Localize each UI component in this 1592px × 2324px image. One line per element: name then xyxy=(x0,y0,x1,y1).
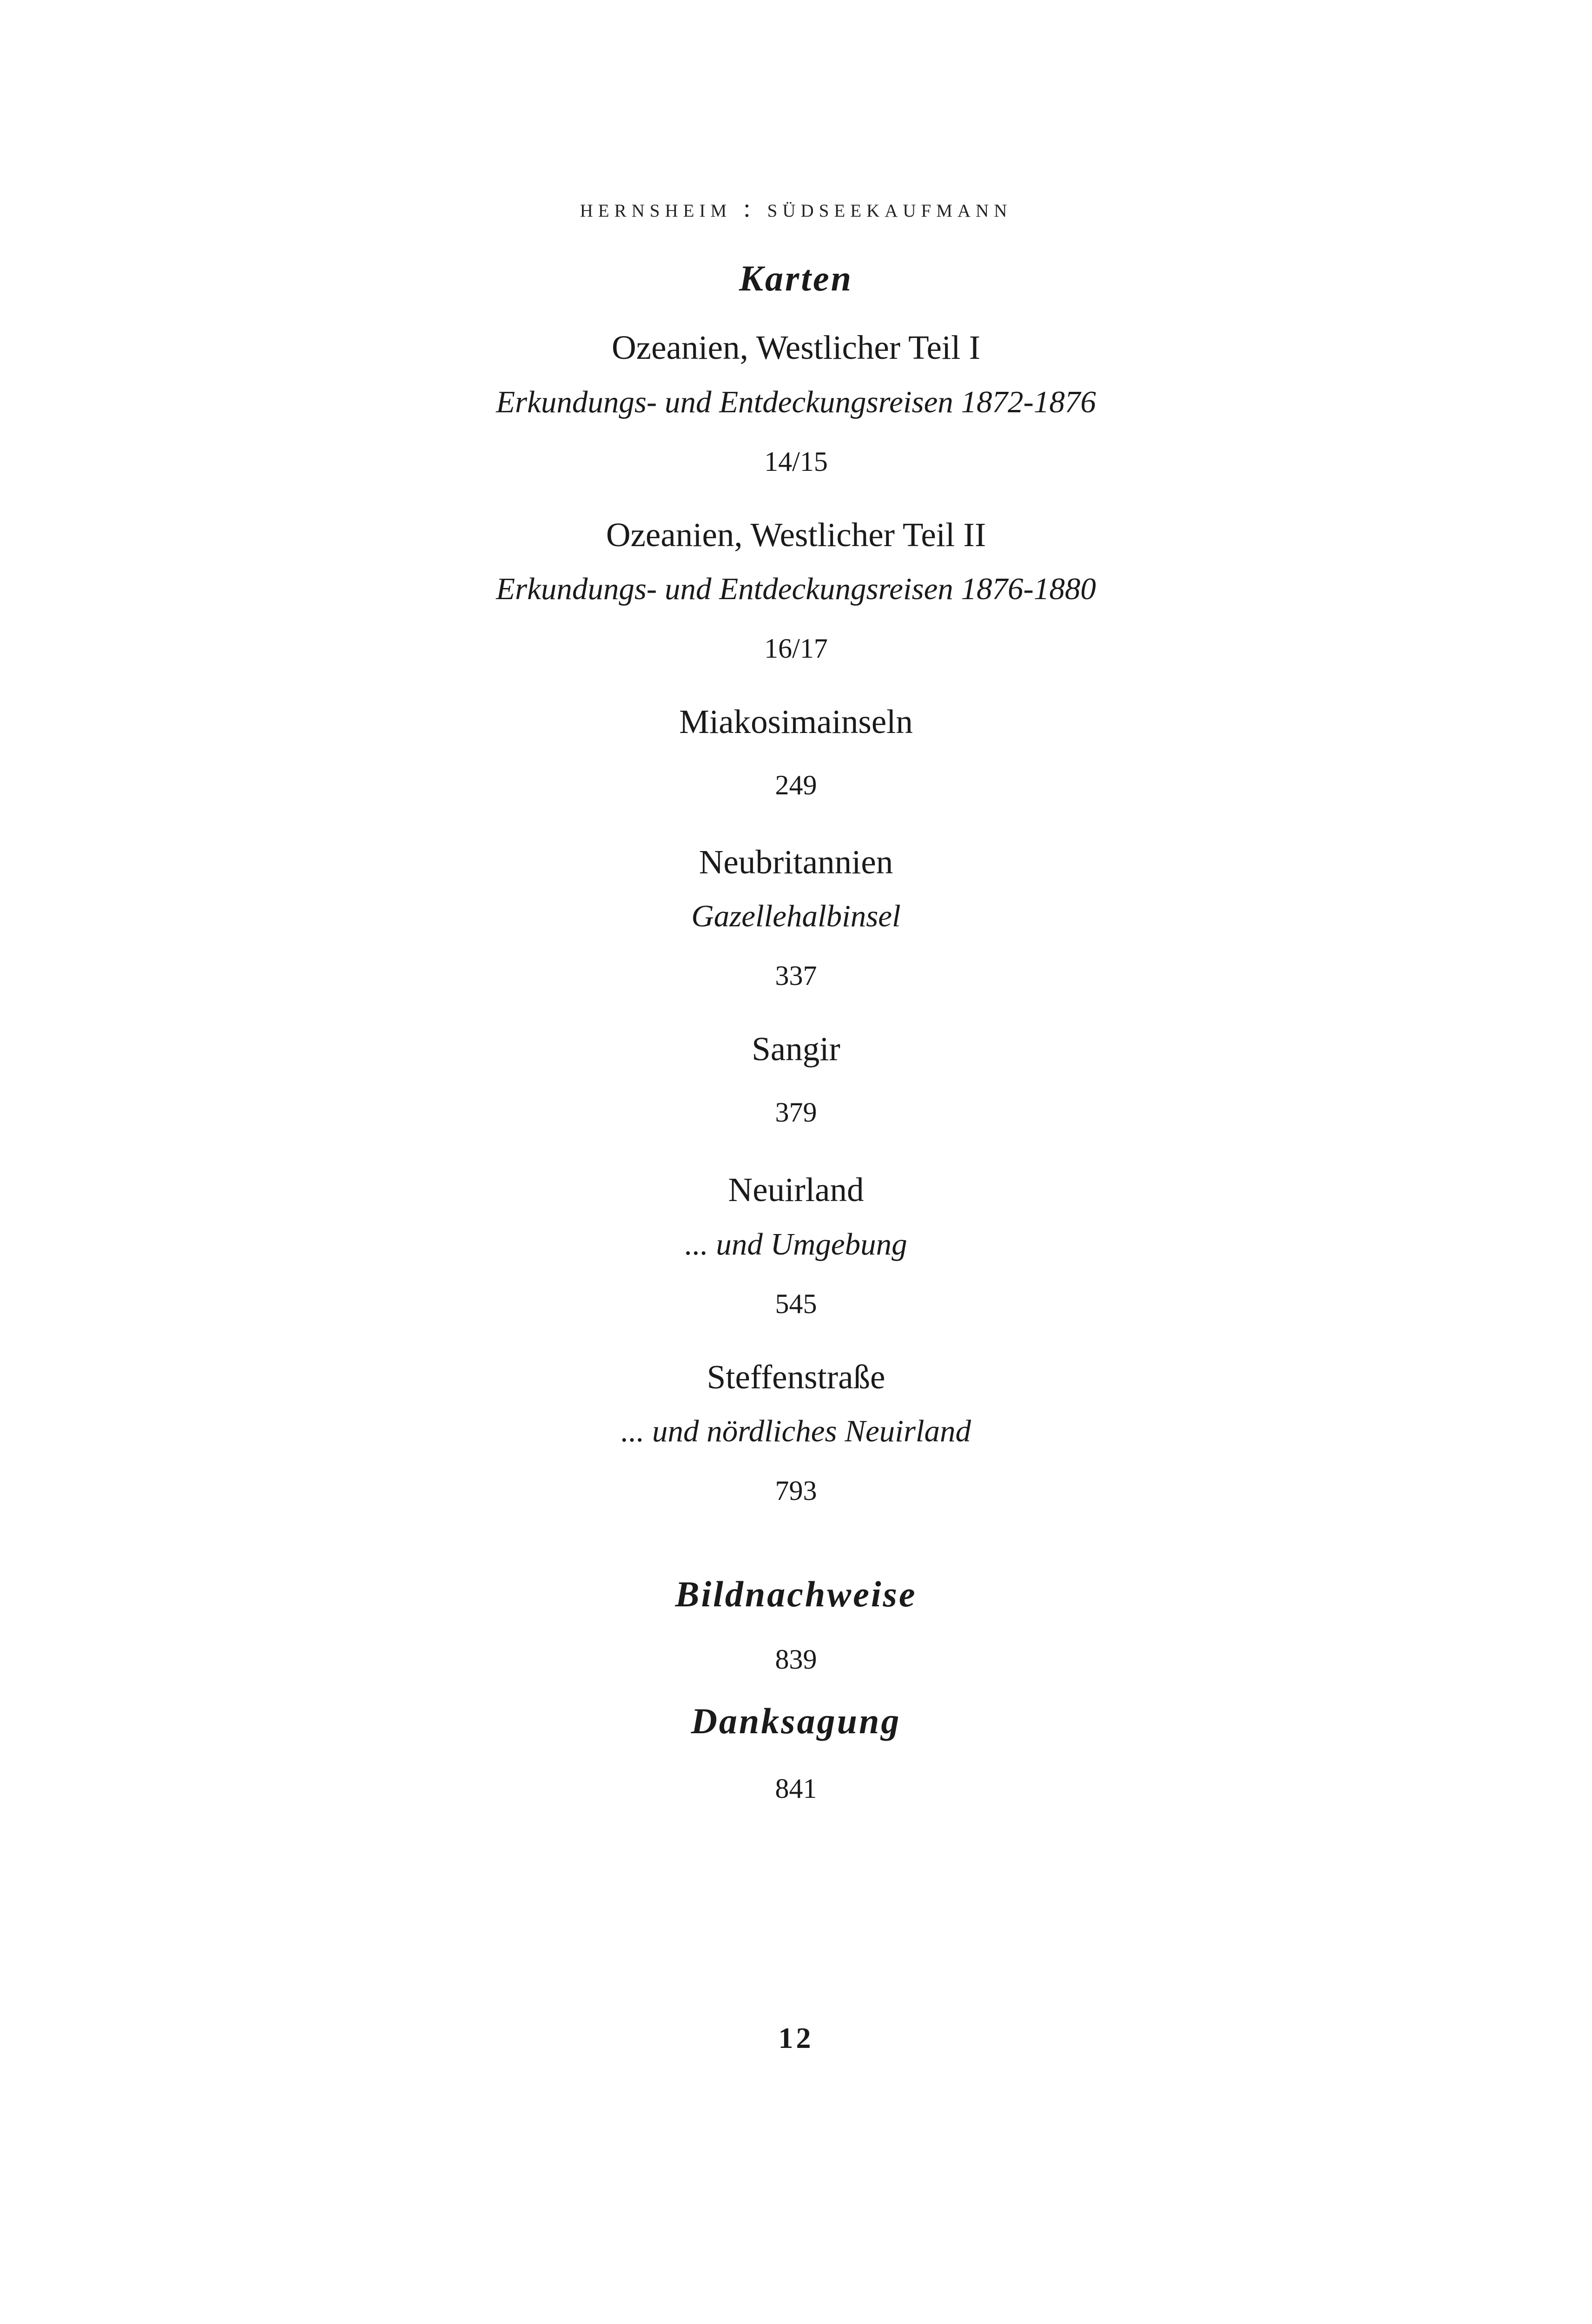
running-head: hernsheim : südseekaufmann xyxy=(580,194,1012,223)
section-heading-bildnachweise: Bildnachweise xyxy=(675,1574,917,1614)
page-reference: 14/15 xyxy=(764,446,828,477)
map-title: Miakosimainseln xyxy=(679,703,913,740)
map-title: Steffenstraße xyxy=(707,1358,885,1396)
map-subtitle: Erkundungs- und Entdeckungsreisen 1872-1876 xyxy=(496,385,1096,419)
map-subtitle: Erkundungs- und Entdeckungsreisen 1876-1880 xyxy=(496,572,1096,606)
page-reference: 16/17 xyxy=(764,633,828,664)
page-reference: 839 xyxy=(775,1644,817,1675)
map-title: Ozeanien, Westlicher Teil I xyxy=(611,329,981,366)
page-reference: 545 xyxy=(775,1288,817,1319)
page-reference: 337 xyxy=(775,960,817,991)
page-number: 12 xyxy=(778,2021,814,2054)
map-title: Neuirland xyxy=(728,1171,864,1208)
map-subtitle: ... und Umgebung xyxy=(685,1227,907,1261)
map-subtitle: Gazellehalbinsel xyxy=(691,899,901,933)
page-reference: 793 xyxy=(775,1475,817,1506)
map-title: Sangir xyxy=(752,1030,840,1068)
map-title: Ozeanien, Westlicher Teil II xyxy=(606,516,986,554)
page-reference: 379 xyxy=(775,1097,817,1128)
section-heading-danksagung: Danksagung xyxy=(691,1701,901,1741)
page-reference: 841 xyxy=(775,1773,817,1804)
page-reference: 249 xyxy=(775,770,817,800)
map-title: Neubritannien xyxy=(699,843,893,881)
section-heading-karten: Karten xyxy=(739,258,853,298)
map-subtitle: ... und nördliches Neuirland xyxy=(621,1414,971,1448)
